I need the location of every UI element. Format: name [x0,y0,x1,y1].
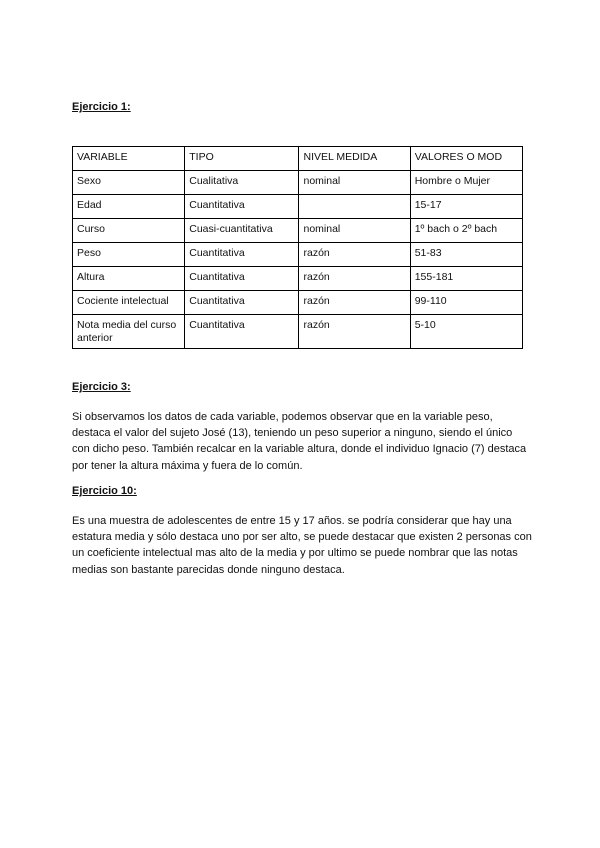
table-cell: 15-17 [410,195,522,219]
table-cell: Cuantitativa [185,291,299,315]
table-row [73,171,523,195]
table-cell: nominal [299,171,410,195]
table-cell: Cualitativa [185,171,299,195]
table-cell: 155-181 [410,267,522,291]
table-header-row [73,147,523,171]
header-cell: NIVEL MEDIDA [299,147,410,171]
exercise-10-title: Ejercicio 10: [72,485,137,497]
table-cell: Cuasi-cuantitativa [185,219,299,243]
table-cell: 51-83 [410,243,522,267]
table-cell: Nota media del curso anterior [73,315,185,349]
table-row [73,267,523,291]
table-cell: Edad [73,195,185,219]
table-row [73,195,523,219]
exercise-1-title: Ejercicio 1: [72,101,131,113]
table-cell: 1º bach o 2º bach [410,219,522,243]
exercise-3-title: Ejercicio 3: [72,381,131,393]
table-cell: 99-110 [410,291,522,315]
table-row [73,243,523,267]
table-row [73,219,523,243]
exercise-3-text: Si observamos los datos de cada variable, podemos observar que en la variable peso, destaca el valor del sujeto José (13), teniendo un peso superior a ninguno, siendo el único con dicho peso. También recalcar en la variable altura, donde el individuo Ignacio (7) destaca por tener la altura máxima y fuera de lo común. [72,411,527,472]
table-cell: Hombre o Mujer [410,171,522,195]
table-cell: 5-10 [410,315,522,349]
table-cell: razón [299,243,410,267]
table-cell: razón [299,291,410,315]
table-cell: Peso [73,243,185,267]
header-cell: VARIABLE [73,147,185,171]
table-cell: Cuantitativa [185,267,299,291]
table-cell: Cuantitativa [185,243,299,267]
table-cell: razón [299,315,410,349]
table-row [73,291,523,315]
table-cell: Curso [73,219,185,243]
table-cell: Sexo [73,171,185,195]
table-cell: Cuantitativa [185,315,299,349]
variables-table [72,146,523,349]
header-cell: VALORES O MOD [410,147,522,171]
header-cell: TIPO [185,147,299,171]
table-cell: Cociente intelectual [73,291,185,315]
exercise-10-text: Es una muestra de adolescentes de entre 15 y 17 años. se podría considerar que hay una estatura media y sólo destaca uno por ser alto, se puede destacar que existen 2 personas con un coeficiente intelectual mas alto de la media y por ultimo se puede nombrar que las notas medias son bastante parecidas donde ninguno destaca. [72,515,532,576]
table-cell [299,195,410,219]
table-cell: razón [299,267,410,291]
table-cell: nominal [299,219,410,243]
table-cell: Altura [73,267,185,291]
table-cell: Cuantitativa [185,195,299,219]
table-row [73,315,523,349]
